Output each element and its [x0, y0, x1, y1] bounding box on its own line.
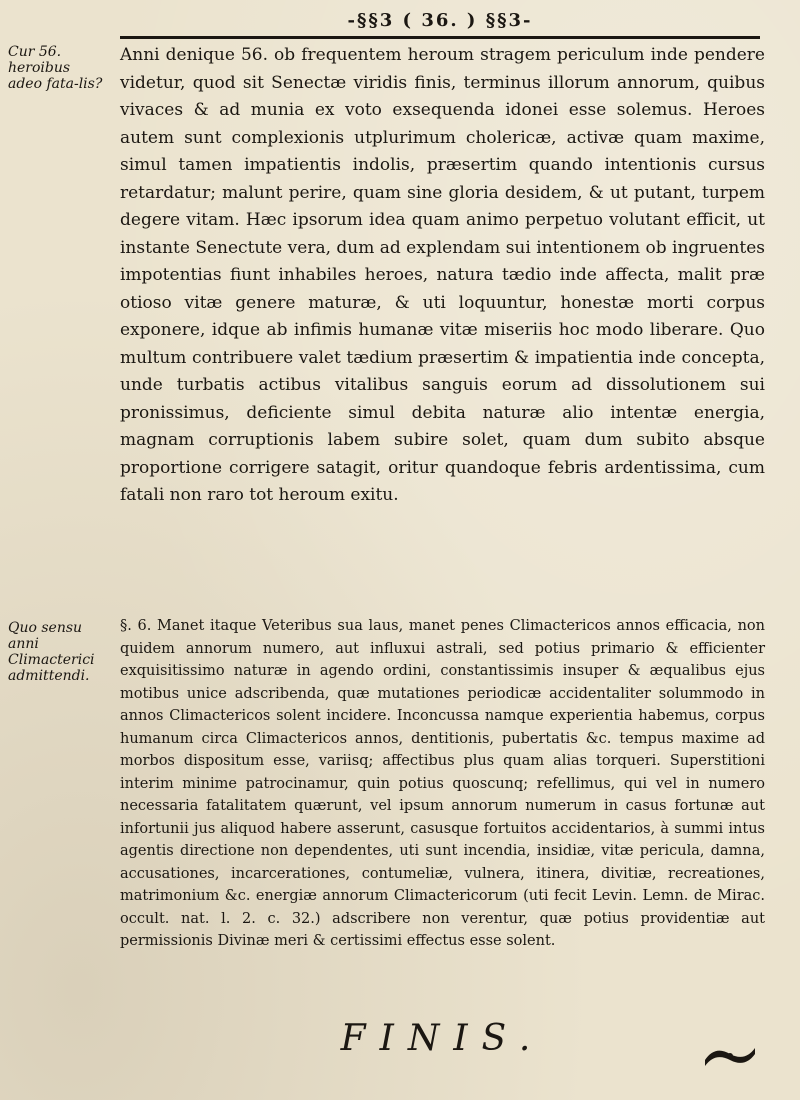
fleuron-ornament-icon [700, 1040, 760, 1068]
finis-title: FINIS. [340, 1018, 545, 1059]
page-header: -§§3 ( 36. ) §§3- [347, 10, 533, 31]
margin-note-heroes: Cur 56. heroibus adeo fata-lis? [8, 44, 103, 92]
header-rule [120, 36, 760, 39]
paragraph-climacteric: §. 6. Manet itaque Veteribus sua laus, manet penes Climactericos annos efficacia, non quidem annorum numero, aut influxui astrali, sed potius primario & efficienter exquisitissimo naturæ in agendo ordini, constantissimis insuper & æqualibus ejus motibus unice adscribenda, quæ mutationes periodicæ accidentaliter solummodo in annos Climactericos solent incidere. Inconcussa namque experientia habemus, corpus humanum circa Climactericos annos, dentitionis, pubertatis &c. tempus maxime ad morbos dispositum esse, variisq; affectibus plus quam alias torqueri. Superstitioni interim minime patrocinamur, quin potius quoscunq; refellimus, qui vel in numero necessaria fatalitatem quærunt, vel ipsum annorum numerum in casus fortunæ aut infortunii jus aliquod habere asserunt, casusque fortuitos accidentarios, à summi intus agentis directione non dependentes, uti sunt incendia, insidiæ, vitæ pericula, damna, accusationes, incarcerationes, contumeliæ, vulnera, itinera, divitiæ, recreationes, matrimonium &c. energiæ annorum Climactericorum (uti fecit Levin. Lemn. de Mirac. occult. nat. l. 2. c. 32.) adscribere non verentur, quæ potius providentiæ aut permissionis Divinæ meri & certissimi effectus esse solent. [120, 618, 765, 949]
margin-note-climacteric: Quo sensu anni Climacterici admittendi. [8, 620, 95, 684]
paragraph-heroes: Anni denique 56. ob frequentem heroum stragem periculum inde pendere videtur, quod sit Senectæ viridis finis, terminus illorum annorum, quibus vivaces & ad munia ex voto exsequenda idonei esse solemus. Heroes autem sunt complexionis utplurimum cholericæ, activæ quam maxime, simul tamen impatientis indolis, præsertim quando intentionis cursus retardatur; malunt perire, quam sine gloria desidem, & ut putant, turpem degere vitam. Hæc ipsorum idea quam animo perpetuo volutant efficit, ut instante Senectute vera, dum ad explendam sui intentionem ob ingruentes impotentias fiunt inhabiles heroes, natura tædio inde affecta, malit præ otioso vitæ genere maturæ, & uti loquuntur, honestæ morti corpus exponere, idque ab infimis humanæ vitæ miseriis hoc modo liberare. Quo multum contribuere valet tædium præsertim & impatientia inde concepta, unde turbatis actibus vitalibus sanguis eorum ad dissolutionem sui pronissimus, deficiente simul debita naturæ alio intentæ energia, magnam corruptionis labem subire solet, quam dum subito absque proportione corrigere satagit, oritur quandoque febris ardentissima, cum fatali non raro tot heroum exitu. [120, 45, 765, 505]
